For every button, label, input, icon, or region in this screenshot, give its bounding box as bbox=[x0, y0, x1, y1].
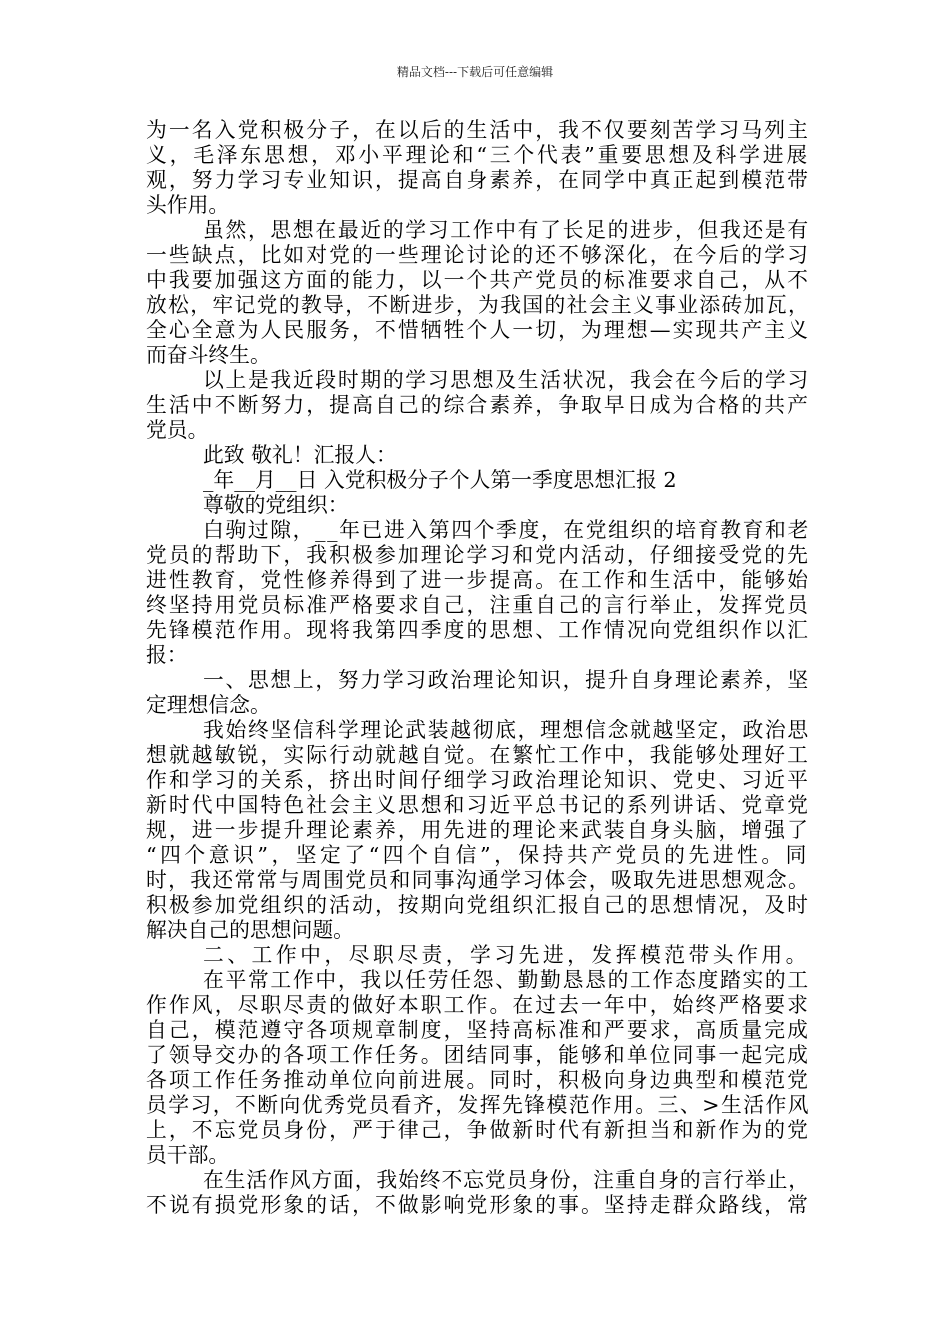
text-line: 自己，模范遵守各项规章制度，坚持高标准和严要求，高质量完成 bbox=[146, 1018, 811, 1042]
text-line: 在平常工作中，我以任劳任怨、勤勤恳恳的工作态度踏实的工 bbox=[203, 968, 810, 992]
text-line: 白驹过隙，__年已进入第四个季度，在党组织的培育教育和老 bbox=[203, 518, 810, 542]
page-header: 精品文档---下载后可任意编辑 bbox=[396, 65, 554, 79]
text-line: 而奋斗终生。 bbox=[146, 343, 271, 367]
text-line: 规，进一步提升理论素养，用先进的理论来武装自身头脑，增强了 bbox=[146, 818, 811, 842]
text-line: 中我要加强这方面的能力，以一个共产党员的标准要求自己，从不 bbox=[146, 268, 811, 292]
text-line: 积极参加党组织的活动，按期向党组织汇报自己的思想情况，及时 bbox=[146, 893, 811, 917]
text-line: 了领导交办的各项工作任务。团结同事，能够和单位同事一起完成 bbox=[146, 1043, 811, 1067]
text-line: 观，努力学习专业知识，提高自身素养，在同学中真正起到模范带 bbox=[146, 168, 811, 192]
text-line: 二、工作中，尽职尽责，学习先进，发挥模范带头作用。 bbox=[203, 943, 810, 967]
text-line: 虽然，思想在最近的学习工作中有了长足的进步，但我还是有 bbox=[203, 218, 810, 242]
text-line: 时，我还常常与周围党员和同事沟通学习体会，吸取先进思想观念。 bbox=[146, 868, 811, 892]
text-line: 先锋模范作用。现将我第四季度的思想、工作情况向党组织作以汇 bbox=[146, 618, 811, 642]
text-line: 我始终坚信科学理论武装越彻底，理想信念就越坚定，政治思 bbox=[203, 718, 810, 742]
text-line: 想就越敏锐，实际行动就越自觉。在繁忙工作中，我能够处理好工 bbox=[146, 743, 811, 767]
text-line: 员干部。 bbox=[146, 1143, 230, 1167]
text-line: 党员的帮助下，我积极参加理论学习和党内活动，仔细接受党的先 bbox=[146, 543, 811, 567]
text-line: 生活中不断努力，提高自己的综合素养，争取早日成为合格的共产 bbox=[146, 393, 811, 417]
text-line: 解决自己的思想问题。 bbox=[146, 918, 354, 942]
text-line: 放松，牢记党的教导，不断进步，为我国的社会主义事业添砖加瓦， bbox=[146, 293, 811, 317]
text-line: 终坚持用党员标准严格要求自己，注重自己的言行举止，发挥党员 bbox=[146, 593, 811, 617]
text-line: 作和学习的关系，挤出时间仔细学习政治理论知识、党史、习近平 bbox=[146, 768, 811, 792]
text-line: 各项工作任务推动单位向前进展。同时，积极向身边典型和模范党 bbox=[146, 1068, 811, 1092]
text-line: 员学习，不断向优秀党员看齐，发挥先锋模范作用。三、>生活作风 bbox=[146, 1093, 811, 1117]
text-line: 不说有损党形象的话，不做影响党形象的事。坚持走群众路线，常 bbox=[146, 1193, 811, 1217]
document-body bbox=[146, 118, 810, 1218]
text-line: 为一名入党积极分子，在以后的生活中，我不仅要刻苦学习马列主 bbox=[146, 118, 811, 142]
text-line: 此致 敬礼！汇报人： bbox=[203, 443, 397, 467]
text-line: “四个意识”，坚定了“四个自信”，保持共产党员的先进性。同 bbox=[146, 843, 810, 867]
text-line: 定理想信念。 bbox=[146, 693, 271, 717]
text-line: 一些缺点，比如对党的一些理论讨论的还不够深化，在今后的学习 bbox=[146, 243, 811, 267]
text-line: 尊敬的党组织： bbox=[203, 493, 349, 517]
text-line: 一、思想上，努力学习政治理论知识，提升自身理论素养，坚 bbox=[203, 668, 810, 692]
text-line: 进性教育，党性修养得到了进一步提高。在工作和生活中，能够始 bbox=[146, 568, 811, 592]
text-line: 新时代中国特色社会主义思想和习近平总书记的系列讲话、党章党 bbox=[146, 793, 811, 817]
text-line: 在生活作风方面，我始终不忘党员身份，注重自身的言行举止， bbox=[203, 1168, 810, 1192]
text-line: 义，毛泽东思想，邓小平理论和“三个代表”重要思想及科学进展 bbox=[146, 143, 810, 167]
text-line: 以上是我近段时期的学习思想及生活状况，我会在今后的学习 bbox=[203, 368, 810, 392]
text-line: 党员。 bbox=[146, 418, 209, 442]
text-line: 头作用。 bbox=[146, 193, 230, 217]
text-line: _年__月__日 入党积极分子个人第一季度思想汇报 2 bbox=[203, 468, 677, 492]
text-line: 报： bbox=[146, 643, 188, 667]
text-line: 全心全意为人民服务，不惜牺牲个人一切，为理想—实现共产主义 bbox=[146, 318, 811, 342]
text-line: 上，不忘党员身份，严于律己，争做新时代有新担当和新作为的党 bbox=[146, 1118, 811, 1142]
text-line: 作作风，尽职尽责的做好本职工作。在过去一年中，始终严格要求 bbox=[146, 993, 811, 1017]
